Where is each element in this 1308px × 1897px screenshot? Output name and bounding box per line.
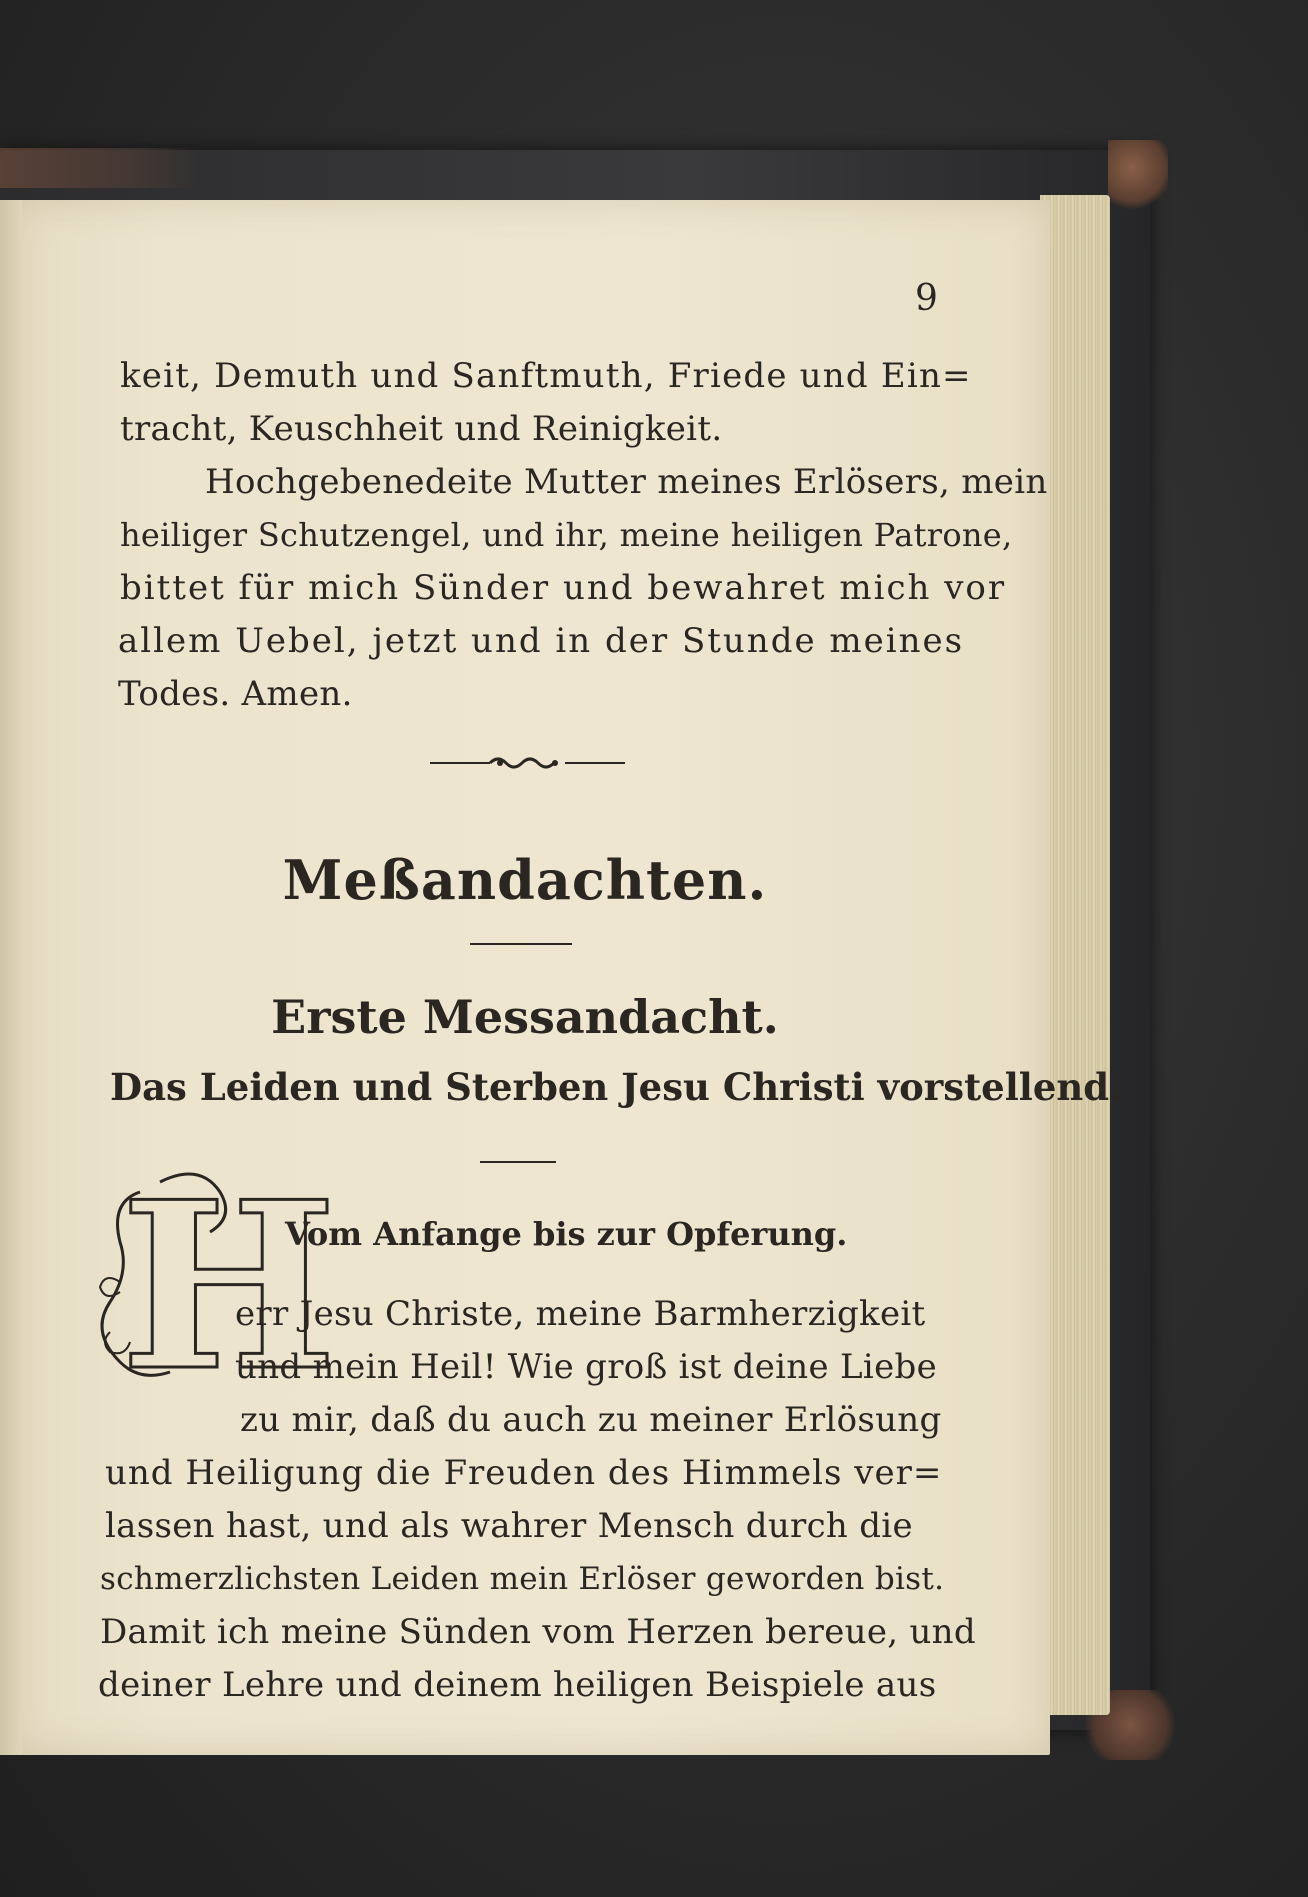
cover-corner-top-right: [1108, 140, 1168, 210]
page-gutter: [0, 200, 22, 1755]
text-line: Hochgebenedeite Mutter meines Erlösers, mein: [205, 462, 1048, 502]
text-line: und mein Heil! Wie groß ist deine Liebe: [235, 1347, 937, 1387]
main-heading: Meßandachten.: [282, 848, 768, 912]
cover-wear: [0, 148, 200, 188]
text-line: bittet für mich Sünder und bewahret mich vor: [120, 568, 1007, 608]
text-line: schmerzlichsten Leiden mein Erlöser geworden bist.: [100, 1561, 945, 1597]
text-line: tracht, Keuschheit und Reinigkeit.: [120, 409, 723, 449]
text-line: heiliger Schutzengel, und ihr, meine heiligen Patrone,: [120, 516, 1013, 554]
text-line: lassen hast, und als wahrer Mensch durch die: [105, 1506, 913, 1546]
ornament-divider: [430, 748, 625, 778]
text-line: Damit ich meine Sünden vom Herzen bereue, und: [100, 1612, 976, 1652]
text-line: zu mir, daß du auch zu meiner Erlösung: [240, 1400, 942, 1440]
text-line: deiner Lehre und deinem heiligen Beispiele aus: [98, 1665, 937, 1705]
text-line: allem Uebel, jetzt und in der Stunde meines: [118, 621, 965, 661]
sub-heading: Erste Messandacht.: [271, 990, 779, 1044]
text-line: und Heiligung die Freuden des Himmels ver=: [105, 1453, 943, 1493]
text-line: err Jesu Christe, meine Barmherzigkeit: [235, 1294, 926, 1334]
caption-rule: [480, 1161, 556, 1163]
page-number: 9: [915, 278, 938, 319]
initial-letter: H: [120, 1152, 338, 1422]
caption: Das Leiden und Sterben Jesu Christi vorstellend.: [110, 1065, 1123, 1109]
text-line: Todes. Amen.: [118, 674, 353, 714]
heading-rule: [470, 943, 572, 945]
section-title: Vom Anfange bis zur Opferung.: [285, 1215, 848, 1253]
text-line: keit, Demuth und Sanftmuth, Friede und Ein=: [120, 356, 972, 396]
page-block-edges: [1040, 195, 1110, 1715]
